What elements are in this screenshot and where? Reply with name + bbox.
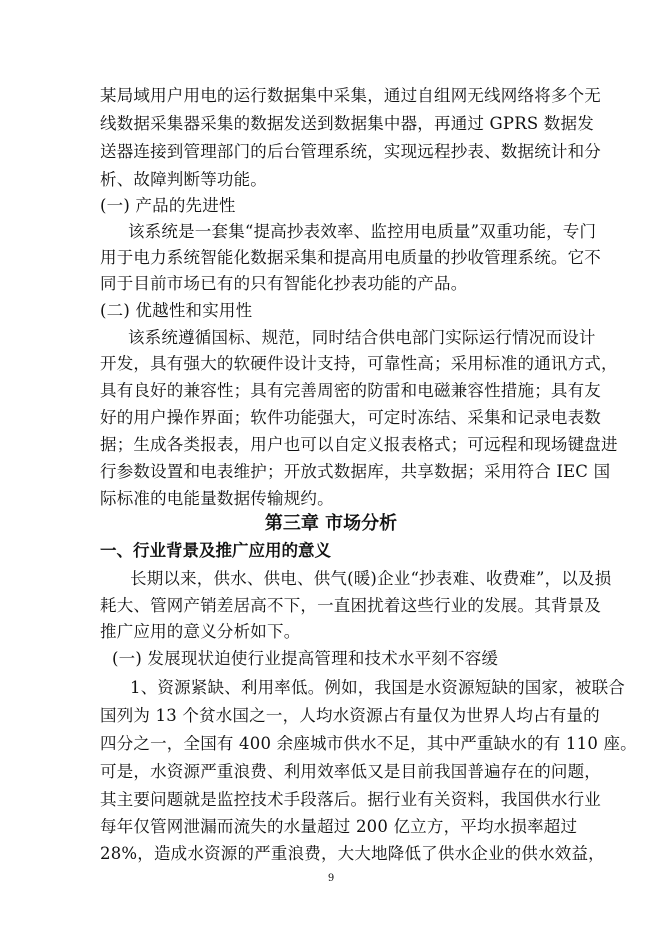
section-title: 一、行业背景及推广应用的意义 [100, 541, 331, 560]
text-line: 28%，造成水资源的严重浪费，大大地降低了供水企业的供水效益， [100, 844, 605, 863]
text-line: 推广应用的意义分析如下。 [100, 622, 301, 641]
chapter-title: 第三章 市场分析 [264, 513, 398, 534]
text-line: 可是，水资源严重浪费、利用效率低又是目前我国普遍存在的问题， [100, 762, 601, 781]
text-line: 具有良好的兼容性；具有完善周密的防雷和电磁兼容性措施；具有友 [100, 381, 601, 400]
subsection-heading: (一) 发展现状迫使行业提高管理和技术水平刻不容缓 [112, 649, 499, 668]
text-line: 线数据采集器采集的数据发送到数据集中器，再通过 GPRS 数据发 [100, 114, 594, 133]
text-line: 耗大、管网产销差居高不下，一直困扰着这些行业的发展。其背景及 [100, 596, 601, 615]
paragraph-first-line: 该系统是一套集“提高抄表效率、监控用电质量”双重功能，专门 [128, 222, 597, 241]
text-line: 析、故障判断等功能。 [100, 170, 267, 189]
text-line: 据；生成各类报表，用户也可以自定义报表格式；可远程和现场键盘进 [100, 435, 618, 454]
paragraph-first-line: 该系统遵循国标、规范，同时结合供电部门实际运行情况而设计 [128, 328, 596, 347]
subsection-heading: (一) 产品的先进性 [100, 196, 236, 215]
text-line: 同于目前市场已有的只有智能化抄表功能的产品。 [100, 274, 468, 293]
text-line: 际标准的电能量数据传输规约。 [100, 489, 334, 508]
text-line: 四分之一，全国有 400 余座城市供水不足，其中严重缺水的有 110 座。 [100, 734, 637, 753]
text-line: 好的用户操作界面；软件功能强大，可定时冻结、采集和记录电表数 [100, 408, 601, 427]
text-line: 行参数设置和电表维护；开放式数据库，共享数据；采用符合 IEC 国 [100, 462, 611, 481]
text-line: 其主要问题就是监控技术手段落后。据行业有关资料，我国供水行业 [100, 790, 601, 809]
text-line: 每年仅管网泄漏而流失的水量超过 200 亿立方，平均水损率超过 [100, 817, 578, 836]
text-line: 国列为 13 个贫水国之一，人均水资源占有量仅为世界人均占有量的 [100, 706, 600, 725]
text-line: 某局域用户用电的运行数据集中采集，通过自组网无线网络将多个无 [100, 86, 601, 105]
page-number: 9 [327, 873, 335, 884]
paragraph-first-line: 1、资源紧缺、利用率低。例如，我国是水资源短缺的国家，被联合 [130, 678, 625, 697]
text-line: 用于电力系统智能化数据采集和提高用电质量的抄收管理系统。它不 [100, 248, 601, 267]
text-line: 送器连接到管理部门的后台管理系统，实现远程抄表、数据统计和分 [100, 142, 601, 161]
subsection-heading: (二) 优越性和实用性 [100, 301, 253, 320]
text-line: 开发，具有强大的软硬件设计支持，可靠性高；采用标准的通讯方式， [100, 354, 618, 373]
paragraph-first-line: 长期以来，供水、供电、供气(暖)企业“抄表难、收费难”，以及损 [130, 569, 612, 588]
